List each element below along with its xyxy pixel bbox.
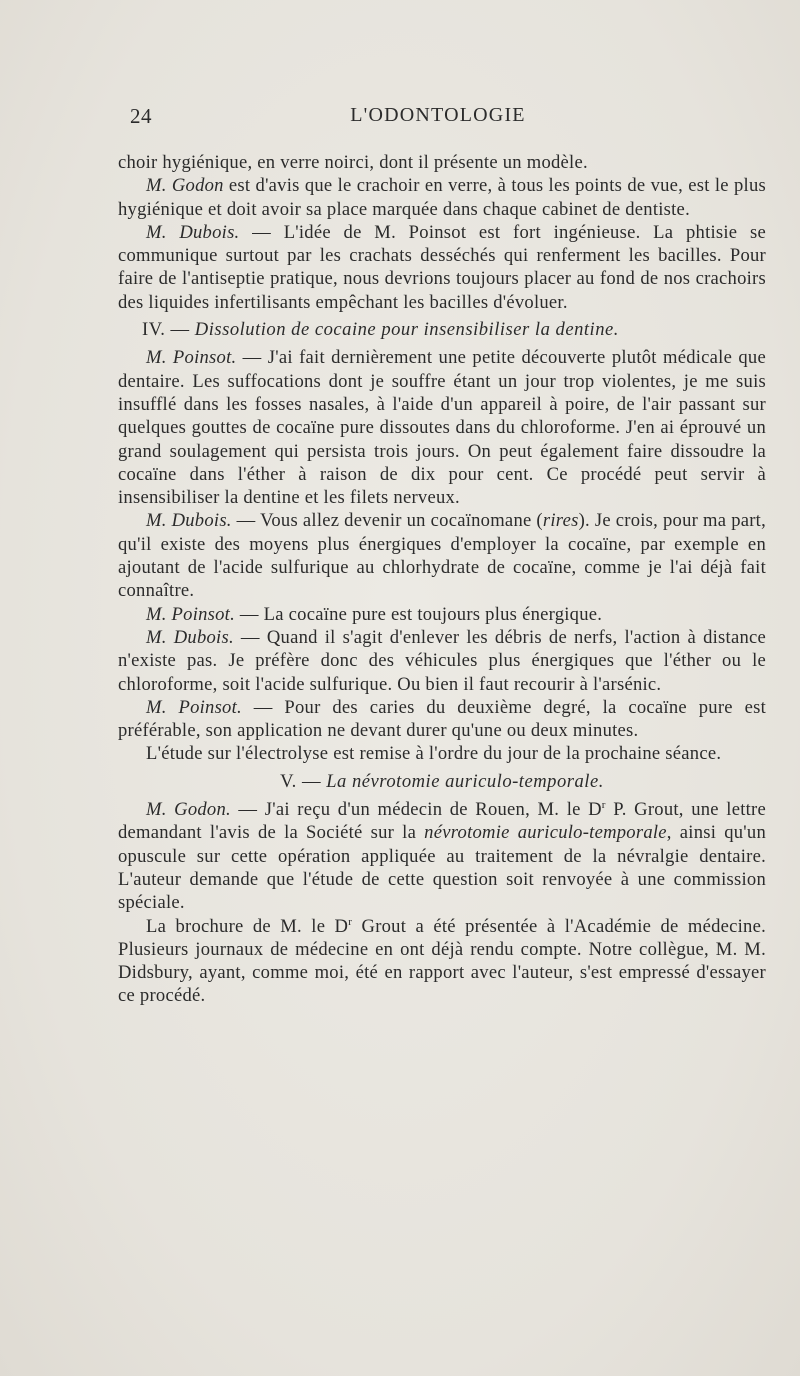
speaker-name: M. Godon.	[146, 799, 231, 821]
paragraph-continuation: choir hygiénique, en verre noirci, dont il présente un modèle.	[118, 152, 588, 173]
paragraph-brochure: La brochure de M. le $D^r$ Grout a été présentée à l'Académie de médecine. Plusieurs journaux de médecine en ont déjà rendu compte. Notre collègue, M. M. Didsbury, ayant, comme moi, été en rapport avec l'auteur, s'est empressé d'essayer ce procédé.	[118, 915, 766, 1007]
paragraph-dubois: M. Dubois. — L'idée de M. Poinsot est fort ingénieuse. La phtisie se communique surtout par les crachats desséchés qui renferment les bacilles. Pour faire de l'antiseptie pratique, nous devrions toujours placer au fond de nos crachoirs des liquides infertilisants empêchant les bacilles d'évoluer.	[118, 221, 766, 313]
paragraph-electrolyse: L'étude sur l'électrolyse est remise à l'ordre du jour de la prochaine séance.	[146, 743, 722, 765]
paragraph-poinsot: M. Poinsot. — La cocaïne pure est toujours plus énergique.	[146, 603, 603, 625]
section-heading-v: V. — La névrotomie auriculo-temporale.	[280, 770, 604, 792]
paragraph-dubois: M. Dubois. — Quand il s'agit d'enlever les débris de nerfs, l'action à distance n'existe pas. Je préfère donc des véhicules plus énergiques que l'éther ou le chloroforme, soit l'acide sulfurique. Ou bien il faut recourir à l'arsénic.	[118, 626, 767, 695]
speaker-name: M. Dubois.	[146, 626, 234, 648]
paragraph-dubois: M. Dubois. — Vous allez devenir un cocaïnomane (rires). Je crois, pour ma part, qu'il existe des moyens plus énergiques d'employer la cocaïne, par exemple en ajoutant de l'acide sulfurique au chlorhydrate de cocaïne, comme je l'ai déjà fait connaître.	[118, 510, 766, 602]
speaker-name: M. Godon	[146, 175, 224, 197]
speaker-name: M. Poinsot.	[146, 347, 237, 369]
paragraph-godon: M. Godon. — J'ai reçu d'un médecin de Rouen, M. le $D^r$ P. Grout, une lettre demandant l'avis de la Société sur la névrotomie auriculo-temporale, ainsi qu'un opuscule sur cette opération appliquée au traitement de la névralgie dentaire. L'auteur demande que l'étude de cette question soit renvoyée à une commission spéciale.	[118, 798, 767, 914]
page-number: 24	[130, 104, 152, 128]
speaker-name: M. Poinsot.	[146, 696, 242, 718]
speaker-name: M. Dubois.	[146, 221, 240, 243]
paragraph-poinsot: M. Poinsot. — J'ai fait dernièrement une petite découverte plutôt médicale que dentaire. Les suffocations dont je souffre étant un jour trop violentes, je me suis insufflé dans les fosses nasales, à l'aide d'un appareil à poire, de l'air passant sur quelques gouttes de cocaïne pure dissoutes dans du chloroforme. J'en ai éprouvé un grand soulagement qui persista trois jours. On peut également faire dissoudre la cocaïne dans l'éther à raison de dix pour cent. Ce procédé peut servir à insensibiliser la dentine et les filets nerveux.	[118, 347, 766, 509]
section-heading-iv: IV. — Dissolution de cocaine pour insensibiliser la dentine.	[142, 319, 619, 341]
speaker-name: M. Poinsot.	[146, 603, 236, 625]
body-text	[118, 151, 766, 1008]
running-title: L'ODONTOLOGIE	[350, 104, 526, 126]
paragraph-godon: M. Godon est d'avis que le crachoir en verre, à tous les points de vue, est le plus hygiénique et doit avoir sa place marquée dans chaque cabinet de dentiste.	[118, 175, 767, 220]
page-header	[118, 104, 758, 134]
speaker-name: M. Dubois.	[146, 510, 232, 532]
paragraph-poinsot: M. Poinsot. — Pour des caries du deuxième degré, la cocaïne pure est préférable, son application ne devant durer qu'une ou deux minutes.	[118, 696, 766, 742]
